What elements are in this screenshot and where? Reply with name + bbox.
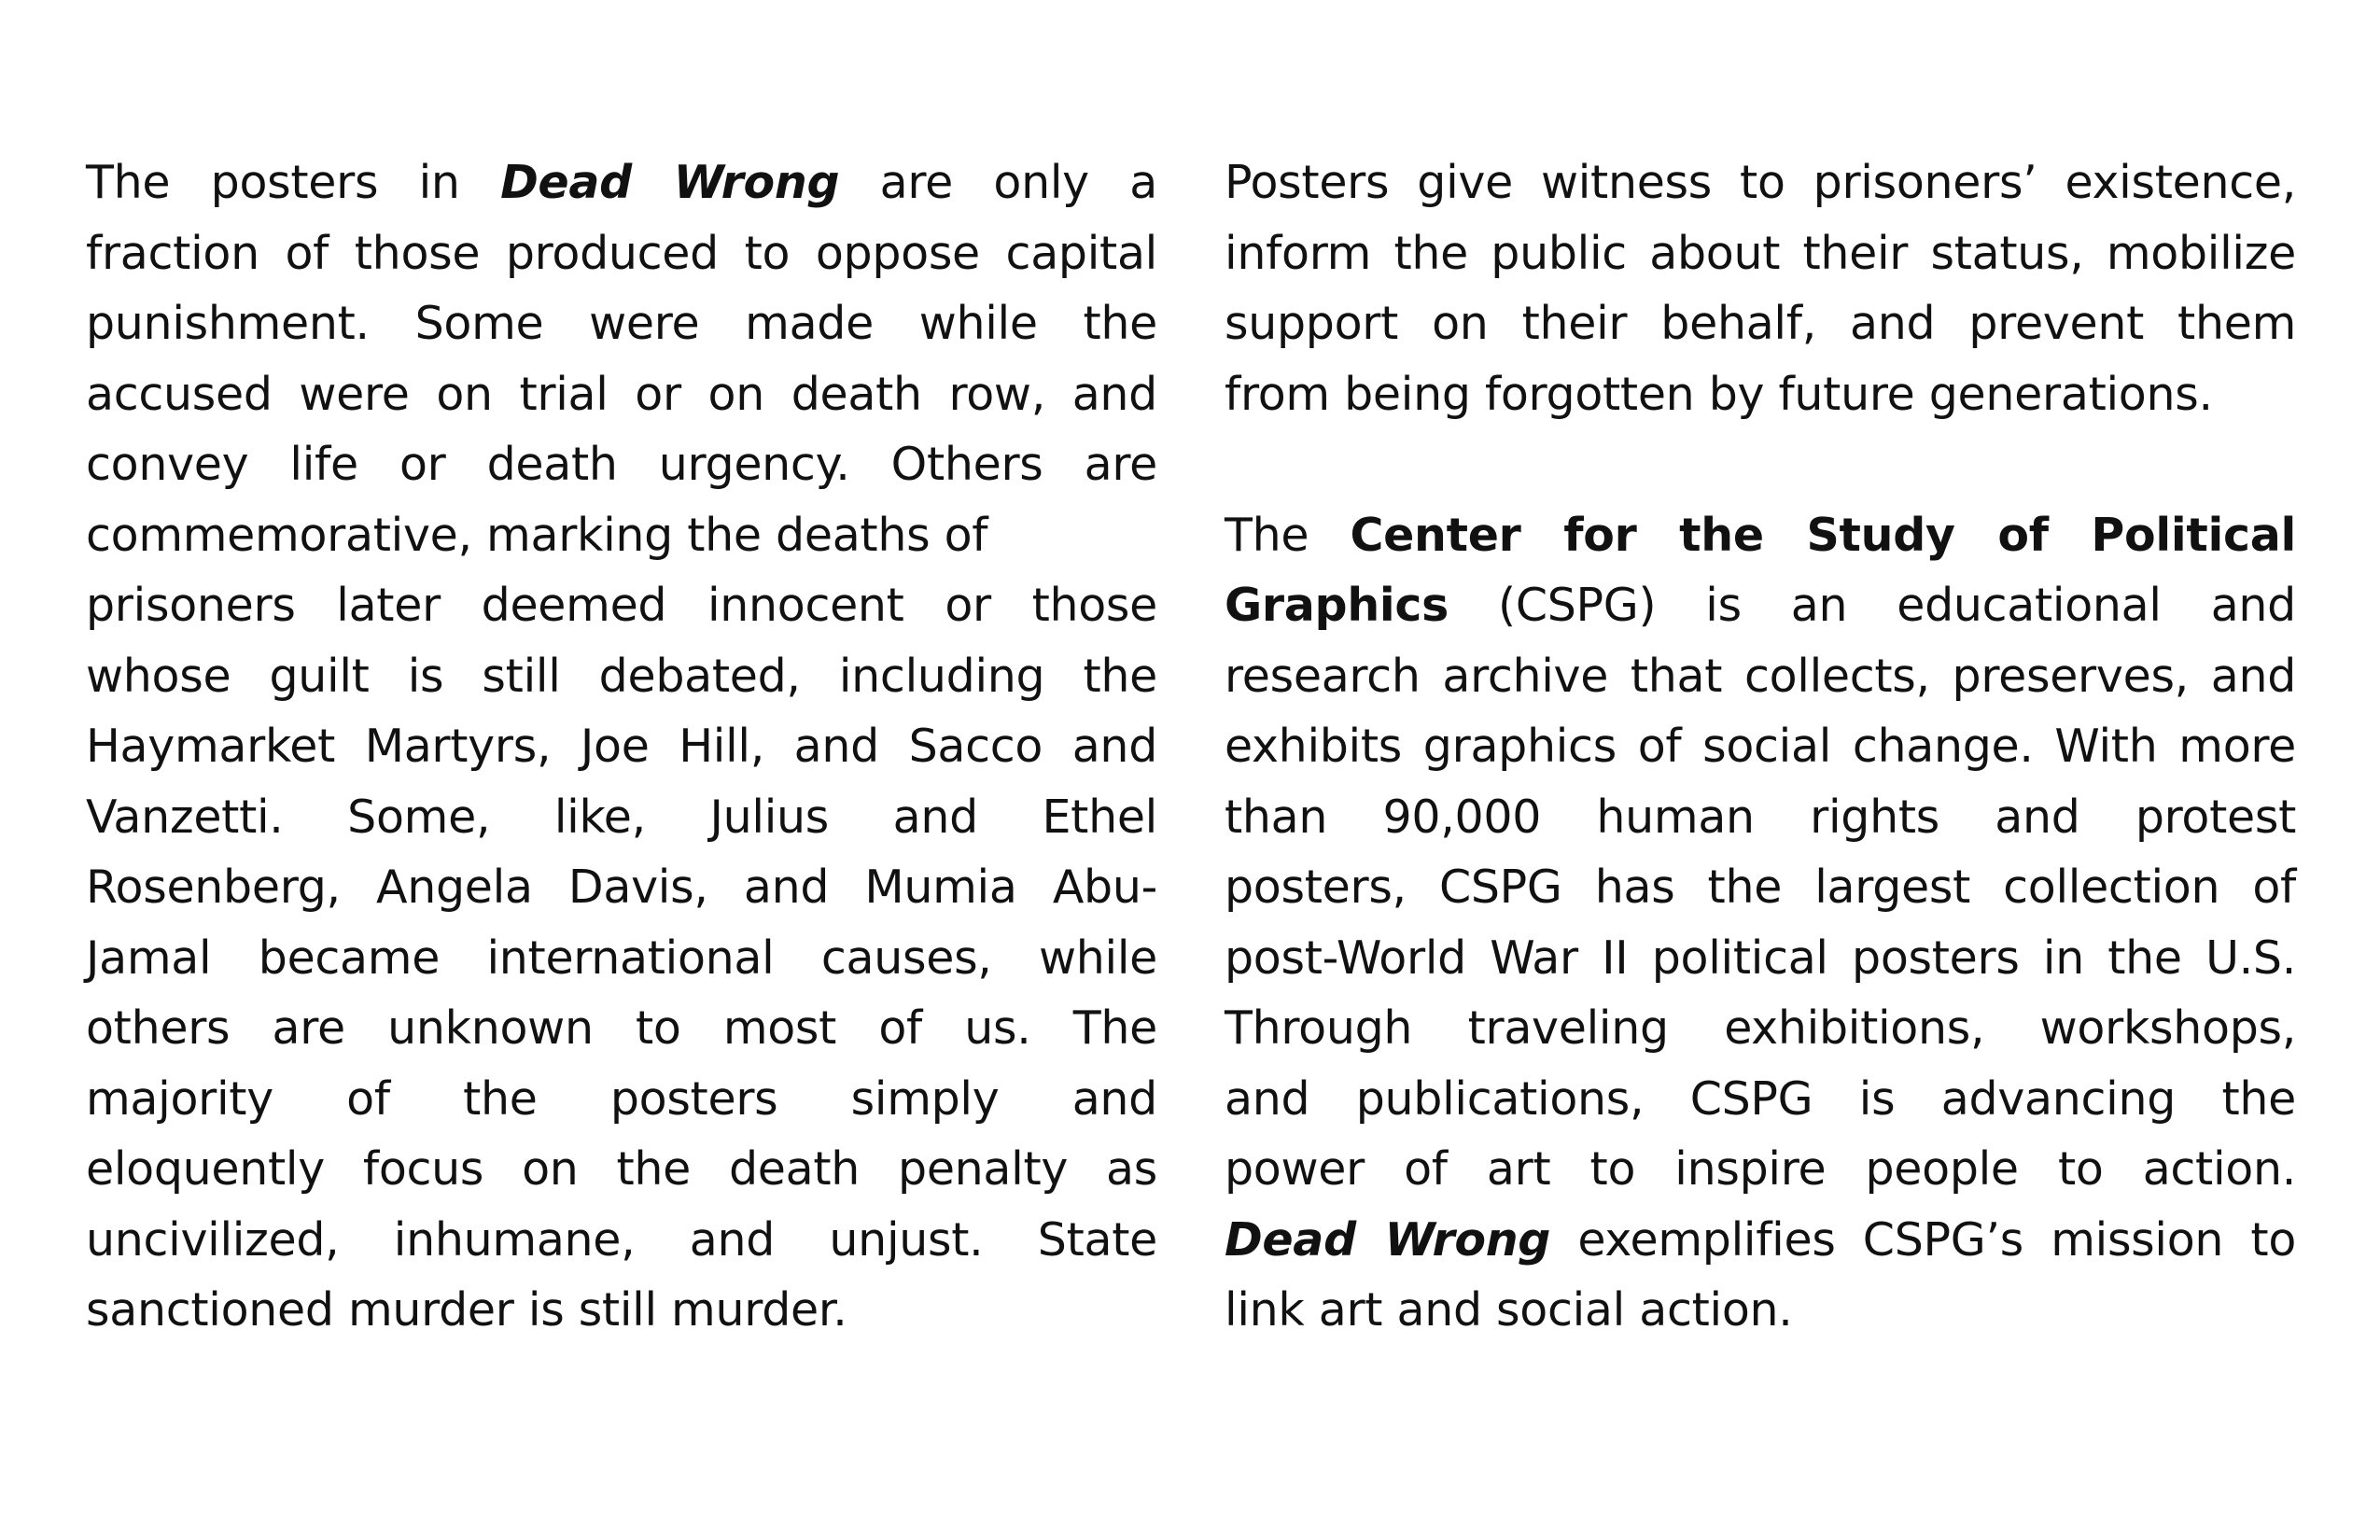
text-line: and publications, CSPG is advancing the [1225,1071,2296,1126]
text-line: research archive that collects, preserves, and [1225,649,2296,703]
text-line: commemorative, marking the deaths of [86,508,988,562]
text-line: link art and social action. [1225,1283,1793,1337]
text-line: punishment. Some were made while the [86,297,1157,350]
text-line: post-World War II political posters in the U.S. [1225,931,2296,985]
text-line: eloquently focus on the death penalty as [86,1142,1157,1196]
text-line: Posters give witness to prisoners’ existence, [1225,156,2296,209]
text-line: majority of the posters simply and [86,1071,1157,1126]
org-name-bold: Graphics [1225,579,1449,632]
text-line: The Center for the Study of Political [1225,508,2296,562]
org-name-bold: Center for the Study of Political [1350,508,2296,562]
left-column [86,147,1157,1346]
text-line: than 90,000 human rights and protest [1225,790,2296,844]
text-line: support on their behalf, and prevent them [1225,297,2296,350]
text-line: exhibits graphics of social change. With more [1225,720,2296,773]
text-line: power of art to inspire people to action. [1225,1142,2296,1196]
text-line: The posters in Dead Wrong are only a [86,156,1157,209]
text-line: from being forgotten by future generations. [1225,367,2213,421]
text-line: others are unknown to most of us. The [86,1001,1157,1055]
text-line: convey life or death urgency. Others are [86,438,1157,491]
text-line: Haymarket Martyrs, Joe Hill, and Sacco and [86,720,1157,773]
paragraph-gap [1225,429,2296,500]
text-line: whose guilt is still debated, including the [86,649,1157,703]
title-italic: Dead Wrong [500,156,840,209]
text-line: Rosenberg, Angela Davis, and Mumia Abu- [86,861,1157,914]
text-line: Vanzetti. Some, like, Julius and Ethel [86,790,1157,844]
text-line: fraction of those produced to oppose capital [86,226,1157,280]
right-column [1225,147,2296,1346]
text-line: Jamal became international causes, while [86,931,1157,985]
text-line: Graphics (CSPG) is an educational and [1225,579,2296,632]
text-line: uncivilized, inhumane, and unjust. State [86,1212,1157,1267]
text-line: sanctioned murder is still murder. [86,1283,847,1337]
title-italic: Dead Wrong [1225,1212,1551,1267]
text-line: Dead Wrong exemplifies CSPG’s mission to [1225,1212,2296,1267]
text-line: accused were on trial or on death row, and [86,367,1157,421]
text-line: inform the public about their status, mobilize [1225,226,2296,280]
text-line: prisoners later deemed innocent or those [86,579,1157,632]
text-line: Through traveling exhibitions, workshops, [1225,1001,2296,1055]
text-line: posters, CSPG has the largest collection of [1225,861,2296,914]
